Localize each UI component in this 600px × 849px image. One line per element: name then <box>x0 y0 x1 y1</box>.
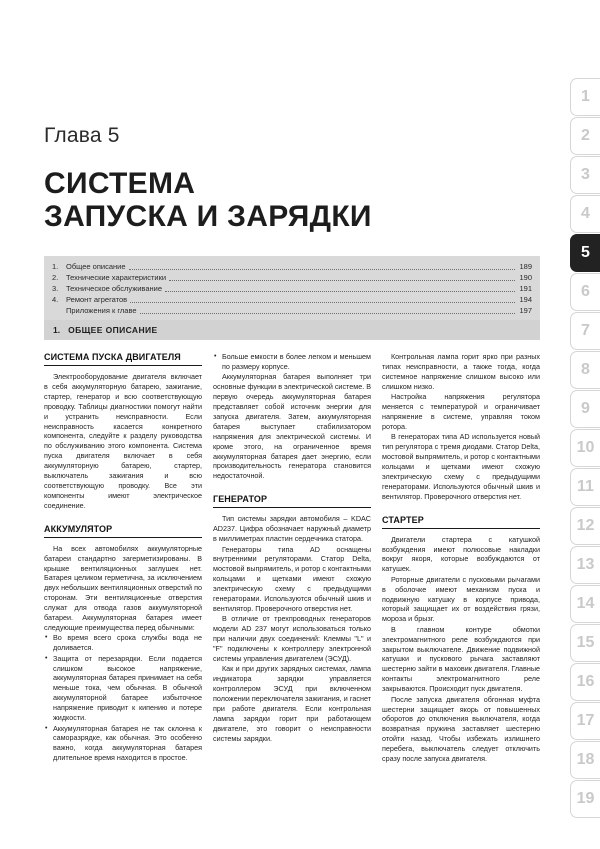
paragraph: Контрольная лампа горит ярко при разных типах неисправности, а также тогда, когда системное напряжение слишком высоко или слишком низко. <box>382 352 540 391</box>
toc-entry[interactable] <box>52 261 532 272</box>
toc-entry-number: 4. <box>52 295 59 304</box>
chapter-tab-14[interactable]: 14 <box>570 585 600 623</box>
toc-entry-page: 194 <box>519 295 532 304</box>
body-columns <box>44 352 540 822</box>
toc-entry-page: 189 <box>519 262 532 271</box>
subheading-starter: СТАРТЕР <box>382 515 540 529</box>
section-number: 1. <box>53 325 61 335</box>
bullet-item: • Во время всего срока службы вода не доливается. <box>44 633 202 653</box>
subheading-battery: АККУМУЛЯТОР <box>44 524 202 538</box>
paragraph: В отличие от трехпроводных генераторов модели AD 237 могут использоваться только при наличии двух соединений: Клеммы "L" и "F" подключены к контроллеру электронной системы управления двигателем (ЭСУД). <box>213 614 371 663</box>
paragraph: Тип системы зарядки автомобиля – KDAC AD237. Цифра обозначает наружный диаметр в миллиметрах пластин сердечника статора. <box>213 514 371 544</box>
toc-entry-label: Общее описание <box>66 262 126 271</box>
chapter-tab-1[interactable]: 1 <box>570 78 600 116</box>
paragraph: Электрооборудование двигателя включает в себя аккумуляторную батарею, зажигание, стартер, генератор и всю соответствующую проводку. Таблицы диагностики помогут найти и устранить неисправности. Если неисправность касается конкретного компонента, следуйте к разделу руководства по обслуживанию этого компонента. Система пуска двигателя включает в себя аккумуляторную батарею, стартер, выключатель зажигания и всю соответствующую проводку. Все эти компоненты имеют электрическое соединение. <box>44 372 202 510</box>
chapter-tab-17[interactable]: 17 <box>570 702 600 740</box>
toc-leader-dots <box>129 269 516 270</box>
toc-entry-number: 1. <box>52 262 59 271</box>
chapter-tab-9[interactable]: 9 <box>570 390 600 428</box>
chapter-tab-11[interactable]: 11 <box>570 468 600 506</box>
toc-entry-page: 191 <box>519 284 532 293</box>
toc-entry-label: Ремонт агрегатов <box>66 295 128 304</box>
paragraph: Аккумуляторная батарея выполняет три основные функции в электрической системе. В первую очередь аккумуляторная батарея представляет собой источник энергии для запуска двигателя. Затем, аккумуляторная батарея выступает стабилизатором напряжения для электрической системы. И кроме этого, на ограниченное время аккумуляторная батарея дает энергию, если производительность генератора становится недостаточной. <box>213 372 371 481</box>
chapter-tab-13[interactable]: 13 <box>570 546 600 584</box>
paragraph: После запуска двигателя обгонная муфта шестерни защищает якорь от повышенных оборотов до отключения выключателя, когда возвратная пружина заставляет шестерню отойти назад. Чтобы избежать излишнего перебега, выключатель следует отключить сразу после запуска двигателя. <box>382 694 540 764</box>
paragraph: На всех автомобилях аккумуляторные батареи стандартно загерметизированы. В крышке вентиляционных заглушек нет. Батарея целиком герметична, за исключением двух небольших вентиляционных отверстий по сторонам. Эти вентиляционные отверстия служат для отвода газов аккумуляторной батареи. Аккумуляторная батарея имеет следующие преимущества перед обычными: <box>44 543 202 632</box>
bullet-item: • Аккумуляторная батарея не так склонна к саморазрядке, как обычная. Это особенно важно, когда аккумуляторная батарея длительное время находится в простое. <box>44 724 202 764</box>
toc-leader-dots <box>140 313 516 314</box>
table-of-contents <box>44 256 540 322</box>
toc-entry-page: 190 <box>519 273 532 282</box>
paragraph: Как и при других зарядных системах, лампа индикатора зарядки управляется контроллером ЭСУД при включенном положении переключателя зажигания, и гаснет при работе двигателя. Если контрольная лампа зарядки горит при работающем двигателе, это говорит о неисправности системы зарядки. <box>213 664 371 743</box>
toc-entry-label: Приложения к главе <box>66 306 137 315</box>
toc-leader-dots <box>130 302 515 303</box>
section-title: ОБЩЕЕ ОПИСАНИЕ <box>68 325 158 335</box>
chapter-tab-4[interactable]: 4 <box>570 195 600 233</box>
toc-entry[interactable] <box>52 305 532 316</box>
paragraph: В главном контуре обмотки электромагнитного реле возбуждаются при закрытом выключателе. Движение подвижной катушки и пускового рычага заставляют шестерню зайти в маховик двигателя. Главные контакты электромагнитного реле закрываются. Происходит пуск двигателя. <box>382 624 540 694</box>
chapter-tab-7[interactable]: 7 <box>570 312 600 350</box>
chapter-tab-12[interactable]: 12 <box>570 507 600 545</box>
toc-entry[interactable] <box>52 294 532 305</box>
chapter-tab-3[interactable]: 3 <box>570 156 600 194</box>
text-column-2 <box>213 352 371 822</box>
bullet-item: • Больше емкости в более легком и меньшем по размеру корпусе. <box>213 352 371 372</box>
toc-leader-dots <box>165 291 515 292</box>
text-column-1 <box>44 352 202 822</box>
chapter-tab-16[interactable]: 16 <box>570 663 600 701</box>
bullet-item: • Защита от перезарядки. Если подается слишком высокое напряжение, аккумуляторная батарея принимает на себя меньше тока, чем обычная. В обычной аккумуляторной батарее избыточное напряжение приводит к кипению и потере жидкости. <box>44 654 202 723</box>
page-title-line-1: СИСТЕМА <box>44 167 196 200</box>
chapter-tab-15[interactable]: 15 <box>570 624 600 662</box>
chapter-tab-8[interactable]: 8 <box>570 351 600 389</box>
toc-entry[interactable] <box>52 283 532 294</box>
chapter-tab-5[interactable]: 5 <box>570 234 600 272</box>
subheading-generator: ГЕНЕРАТОР <box>213 494 371 508</box>
chapter-tab-2[interactable]: 2 <box>570 117 600 155</box>
chapter-tab-19[interactable]: 19 <box>570 780 600 818</box>
toc-entry[interactable] <box>52 272 532 283</box>
chapter-label: Глава 5 <box>44 124 120 147</box>
subheading-engine-start-system: СИСТЕМА ПУСКА ДВИГАТЕЛЯ <box>44 352 202 366</box>
paragraph: Настройка напряжения регулятора меняется с температурой и ограничивает напряжение в системе, управляя током ротора. <box>382 392 540 431</box>
toc-entry-page: 197 <box>519 306 532 315</box>
chapter-tab-10[interactable]: 10 <box>570 429 600 467</box>
paragraph: Двигатели стартера с катушкой возбуждения имеют полюсовые накладки вокруг якоря, которые возбуждаются от катушек. <box>382 534 540 574</box>
chapter-tab-strip <box>570 78 600 819</box>
toc-entry-label: Технические характеристики <box>66 273 167 282</box>
section-header <box>44 320 540 340</box>
toc-entry-label: Техническое обслуживание <box>66 284 162 293</box>
paragraph: Роторные двигатели с пусковыми рычагами в оболочке имеют механизм пуска и подвижную катушку в корпусе привода, который защищает их от воздействия грязи, мороза и брызг. <box>382 574 540 624</box>
page-title <box>44 167 514 233</box>
paragraph: Генераторы типа AD оснащены внутренними регуляторами. Статор Delta, мостовой выпрямитель, и ротор с контактными кольцами и щетками имеют схожую электрическую схему с предыдущими генераторами. Используются обычный шкив и вентилятор. Проверочного отверстия нет. <box>213 544 371 613</box>
text-column-3 <box>382 352 540 822</box>
chapter-tab-6[interactable]: 6 <box>570 273 600 311</box>
toc-leader-dots <box>169 280 515 281</box>
toc-entry-number: 2. <box>52 273 59 282</box>
chapter-tab-18[interactable]: 18 <box>570 741 600 779</box>
toc-entry-number: 3. <box>52 284 59 293</box>
paragraph: В генераторах типа AD используется новый тип регулятора с тремя диодами. Статор Delta, мостовой выпрямитель, и ротор с контактными кольцами и щетками имеют схожую электрическую схему с предыдущими генераторами. Используются обычный шкив и вентилятор. Проверочного отверстия нет. <box>382 432 540 501</box>
page-title-line-2: ЗАПУСКА И ЗАРЯДКИ <box>44 200 372 233</box>
